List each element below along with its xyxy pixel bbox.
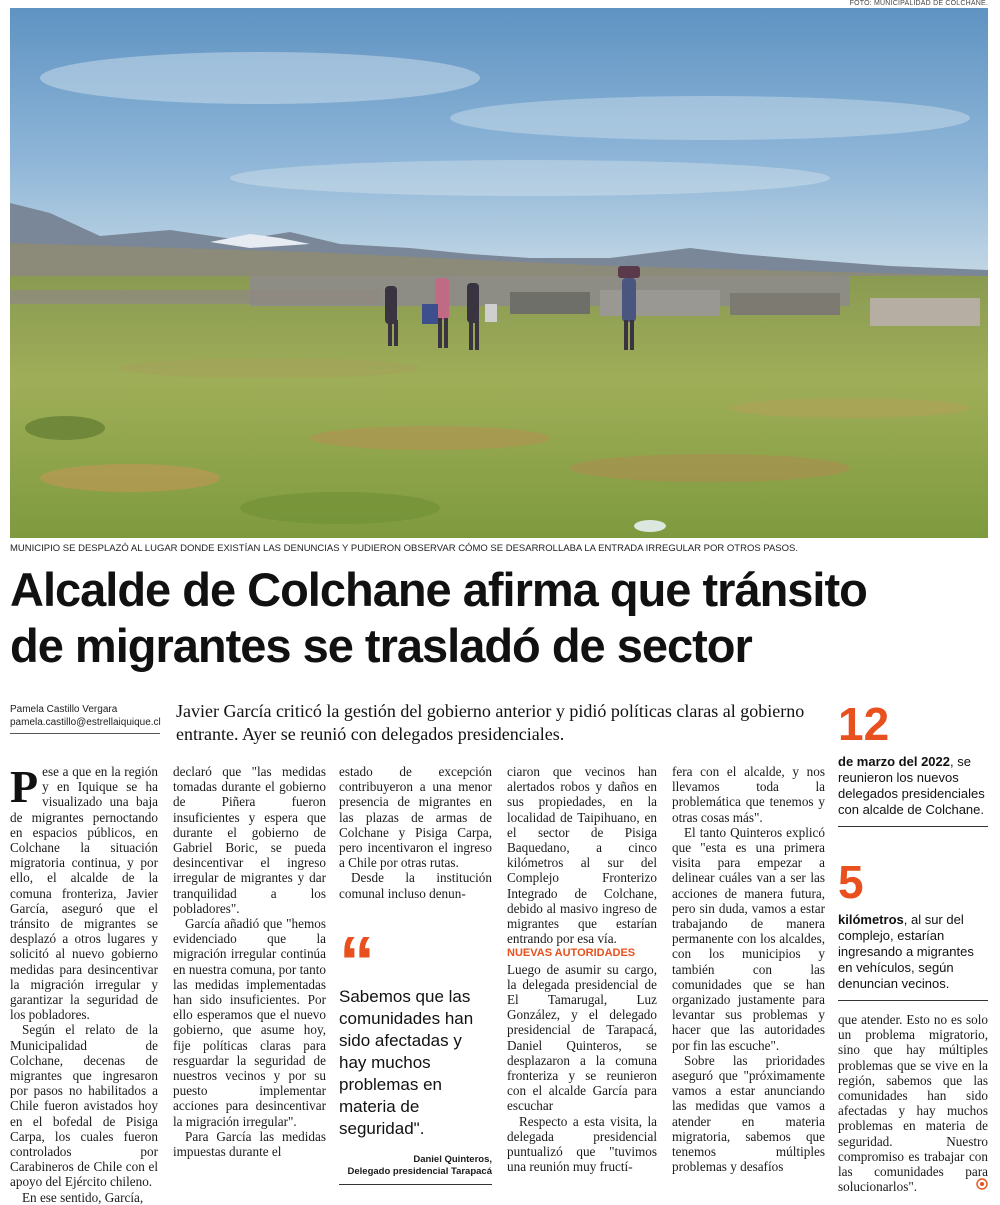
body-paragraph: El tanto Quinteros explicó que "esta es una primera visita para empezar a delinear cuáles van a ser las acciones de manera futura, pero sin duda, vamos a estar trabajando de manera permanente con los alcaldes, con los municipios y también con las comunidades que se han organizado justamente para levantar sus problemas y hacer que las autoridades por fin las escuche". [672, 824, 825, 1053]
lead-paragraph [10, 761, 158, 1023]
article-column-2 [173, 764, 326, 1159]
pull-quote [339, 923, 492, 1185]
article-column-6 [838, 1012, 988, 1194]
subheadline: Javier García criticó la gestión del gobierno anterior y pidió políticas claras al gobierno entrante. Ayer se reunió con delegados presidenciales. [176, 701, 805, 744]
body-paragraph: estado de excepción contribuyeron a una menor presencia de migrantes en las plazas de armas de Colchane y Pisiga Carpa, pero incentivaron el ingreso a Chile por otras rutas. [339, 764, 492, 871]
section-label: NUEVAS AUTORIDADES [507, 947, 636, 960]
fact-number: 12 [838, 698, 890, 750]
quote-divider [339, 1184, 492, 1185]
body-paragraph: fera con el alcalde, y nos llevamos toda la problemática que tenemos y otras cosas más". [672, 764, 825, 825]
headline [10, 562, 995, 674]
author-name: Pamela Castillo Vergara [10, 704, 118, 715]
fact-highlight: kilómetros [838, 912, 904, 927]
article-column-1 [10, 761, 158, 1205]
fact-number: 5 [838, 856, 864, 908]
fact-description: , al sur del complejo, estarían ingresando a migrantes en vehículos, según denuncian vecinos. [838, 912, 974, 991]
fact-divider [838, 1000, 988, 1001]
fact-description: , se reunieron los nuevos delegados presidenciales con alcalde de Colchane. [838, 754, 985, 817]
body-paragraph: Según el relato de la Municipalidad de Colchane, decenas de migrantes que ingresaron por pasos no habilitados a Chile fueron avistados hoy en el bofedal de Pisiga Carpa, los cuales fueron controlados por Carabineros de Chile con el apoyo del Ejército chileno. [10, 1022, 158, 1190]
body-paragraph: Luego de asumir su cargo, la delegada presidencial de El Tamarugal, Luz González, y el delegado presidencial de Tarapacá, Daniel Quinteros, se desplazaron a la comuna fronteriza y se reunieron con el alcalde García para escuchar [507, 961, 657, 1114]
body-paragraph: Desde la institución comunal incluso denun- [339, 870, 492, 901]
body-paragraph: Para García las medidas impuestas durante el [173, 1128, 326, 1160]
body-paragraph: En ese sentido, García, [22, 1189, 144, 1205]
body-paragraph: García añadió que "hemos evidenciado que la migración irregular continúa en nuestra comuna, por tanto las medidas implementadas han sido insuficientes. Por ello esperamos que el nuevo gobierno, que asume hoy, fije políticas claras para resguardar la seguridad de nuestros vecinos y por su puesto implementar acciones para desincentivar la migración irregular". [173, 916, 326, 1129]
fact-text [838, 912, 988, 992]
end-of-article-icon [976, 1178, 988, 1190]
article-column-4 [507, 764, 657, 1174]
byline-divider [10, 733, 160, 734]
body-paragraph: que atender. Esto no es solo un problema migratorio, sino que hay múltiples problemas que se vive en la región, sabemos que las comunidades han sido afectadas y hay muchos problemas en materia de seguridad. Nuestro compromiso es trabajar con las comunidades para solucionarlos". [838, 1012, 988, 1195]
altiplano-scene-image [10, 8, 988, 538]
photo-credit: FOTO: MUNICIPALIDAD DE COLCHANE. [849, 0, 988, 7]
quote-author: Daniel Quinteros, [413, 1154, 492, 1165]
fact-text [838, 754, 988, 818]
pull-quote-attribution [339, 1154, 492, 1178]
article-photo [10, 8, 988, 538]
lead-text: ese a que en la región y en Iquique se ha visualizado una baja de migrantes pernoctando en espacios públicos, en Colchane la situación migratoria continua, y por ello, el alcalde de la comuna fronteriza, Javier García, aseguró que el tránsito de migrantes se desplazó a otros lugares y solicitó al nuevo gobierno medidas para desincentivar la migración irregular y garantizar la seguridad de los pobladores. [10, 764, 158, 1023]
author-email[interactable]: pamela.castillo@estrellaiquique.cl [10, 717, 161, 728]
pull-quote-text: Sabemos que las comunidades han sido afectadas y hay muchos problemas en materia de seguridad". [339, 987, 474, 1138]
body-paragraph: Sobre las prioridades aseguró que "próximamente vamos a estar anunciando las medidas que vamos a atender en materia migratoria, sabemos que tenemos múltiples problemas y desafíos [672, 1052, 825, 1175]
fact-divider [838, 826, 988, 827]
body-paragraph: declaró que "las medidas tomadas durante el gobierno de Piñera fueron insuficientes y espera que durante el gobierno de Gabriel Boric, se pueda desincentivar el ingreso irregular de migrantes y dar tranquilidad a los pobladores". [173, 764, 326, 916]
quote-author-role: Delegado presidencial Tarapacá [347, 1166, 492, 1177]
body-paragraph: ciaron que vecinos han alertados robos y daños en sus propiedades, en la localidad de Taipihuano, en el sector de Pisiga Baquedano, a cinco kilómetros al sur del Complejo Fronterizo Integrado de Colchane, debido al masivo ingreso de migrantes que estarían entrando por esa vía. [507, 764, 657, 947]
drop-cap: P [10, 761, 39, 812]
headline-line-1: Alcalde de Colchane afirma que tránsito [10, 563, 867, 616]
fact-box-date [838, 700, 988, 827]
article-column-3 [339, 764, 492, 901]
byline [10, 703, 161, 729]
photo-caption: MUNICIPIO SE DESPLAZÓ AL LUGAR DONDE EXISTÍAN LAS DENUNCIAS Y PUDIERON OBSERVAR CÓMO SE DESARROLLABA LA ENTRADA IRREGULAR POR OTROS PASOS. [10, 543, 798, 554]
fact-box-distance [838, 858, 988, 1001]
headline-line-2: de migrantes se trasladó de sector [10, 619, 752, 672]
body-paragraph: Respecto a esta visita, la delegada presidencial puntualizó que "tuvimos una reunión muy fructí- [507, 1113, 657, 1175]
fact-highlight: de marzo del 2022 [838, 754, 950, 769]
quote-mark-icon: “ [339, 923, 375, 1003]
article-column-5 [672, 764, 825, 1174]
